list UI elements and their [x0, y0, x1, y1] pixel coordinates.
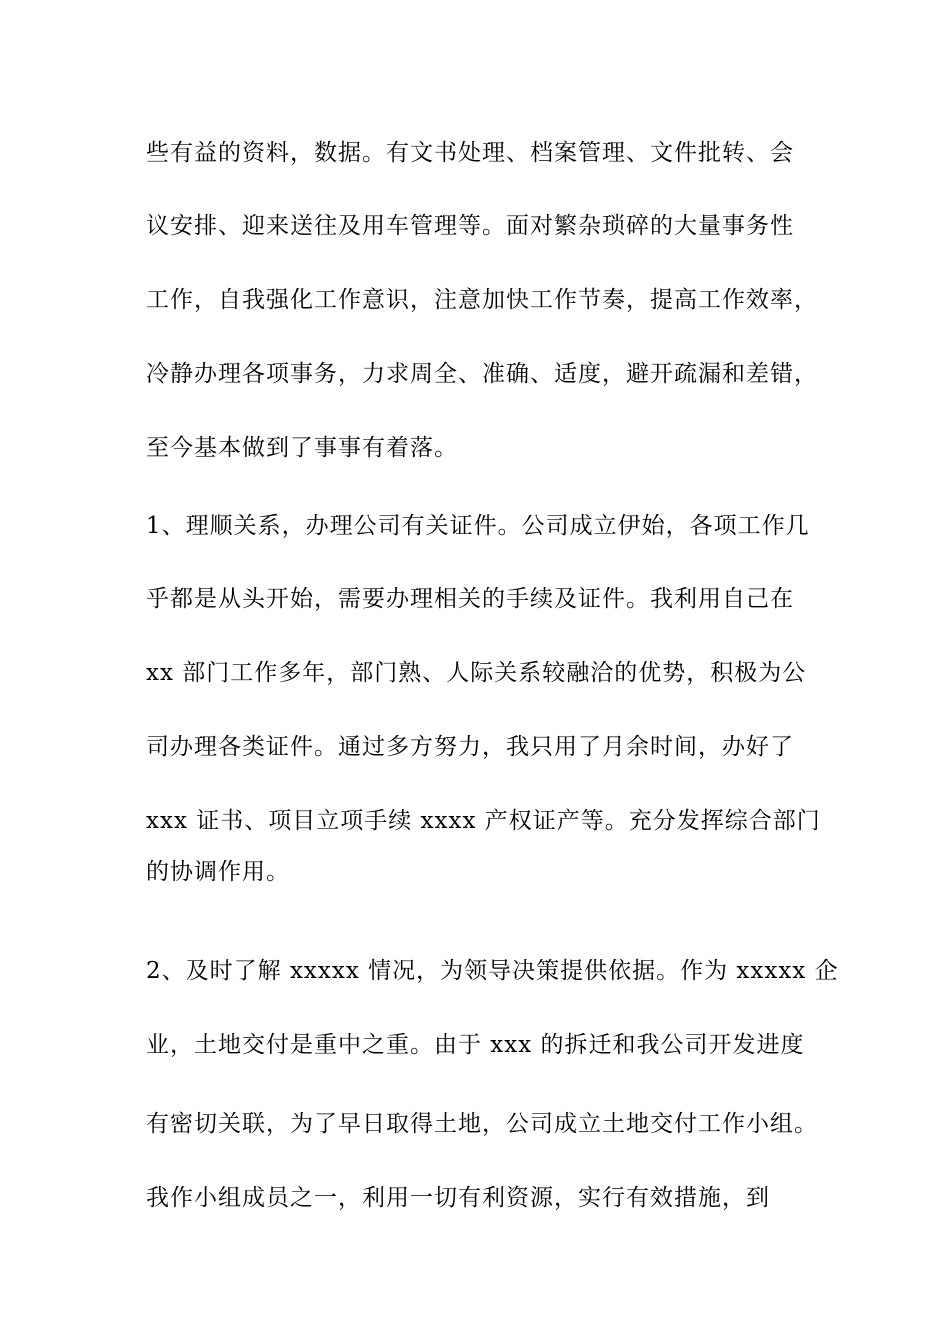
text-line-13: 业，土地交付是重中之重。由于 xxx 的拆迁和我公司开发进度 [146, 1032, 805, 1058]
text-line-12: 2、及时了解 xxxxx 情况，为领导决策提供依据。作为 xxxxx 企 [146, 958, 839, 984]
text-line-7: 乎都是从头开始，需要办理相关的手续及证件。我利用自己在 [146, 586, 794, 612]
text-line-6: 1、理顺关系，办理公司有关证件。公司成立伊始，各项工作几 [146, 513, 810, 539]
text-line-3: 工作，自我强化工作意识，注意加快工作节奏，提高工作效率， [146, 287, 818, 313]
text-line-1: 些有益的资料，数据。有文书处理、档案管理、文件批转、会 [146, 140, 794, 166]
text-line-5: 至今基本做到了事事有着落。 [146, 435, 458, 461]
text-line-11: 的协调作用。 [146, 859, 290, 885]
text-line-8: xx 部门工作多年，部门熟、人际关系较融洽的优势，积极为公 [146, 660, 807, 686]
text-line-9: 司办理各类证件。通过多方努力，我只用了月余时间，办好了 [146, 734, 794, 760]
text-line-14: 有密切关联，为了早日取得土地，公司成立土地交付工作小组。 [146, 1111, 818, 1137]
text-line-2: 议安排、迎来送往及用车管理等。面对繁杂琐碎的大量事务性 [146, 213, 794, 239]
text-line-15: 我作小组成员之一，利用一切有利资源，实行有效措施，到 [146, 1185, 770, 1211]
text-line-4: 冷静办理各项事务，力求周全、准确、适度，避开疏漏和差错， [146, 361, 818, 387]
text-line-10: xxx 证书、项目立项手续 xxxx 产权证产等。充分发挥综合部门 [146, 808, 821, 834]
